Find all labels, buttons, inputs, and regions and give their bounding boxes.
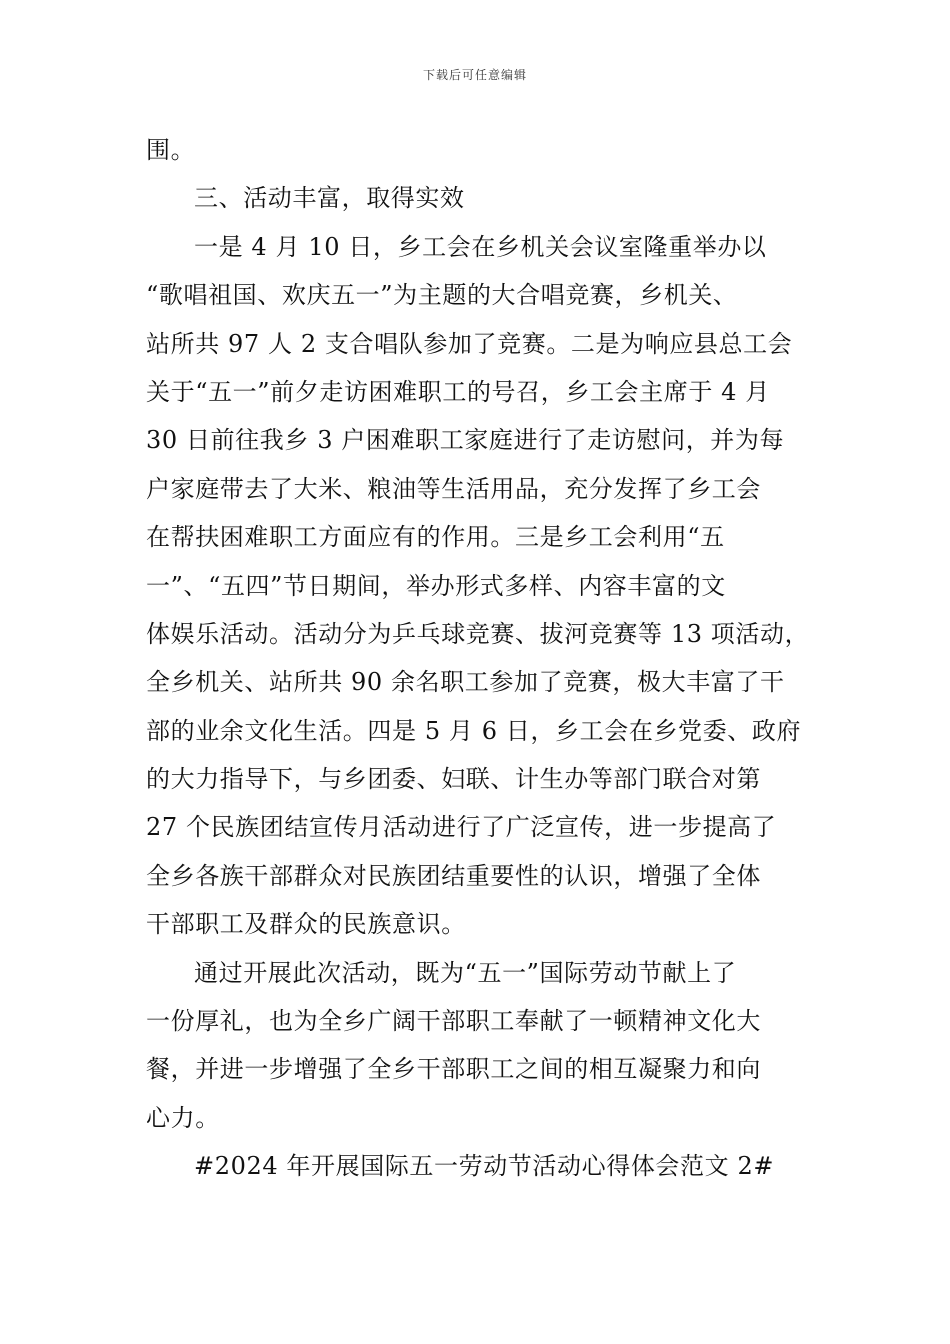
text-line: 一份厚礼，也为全乡广阔干部职工奉献了一顿精神文化大 [146,1007,761,1036]
text-line: 围。 [146,136,196,164]
section-heading: 三、活动丰富，取得实效 [194,184,465,213]
page-header-note: 下载后可任意编辑 [422,68,527,82]
text-line: 全乡各族干部群众对民族团结重要性的认识，增强了全体 [146,861,761,890]
document-body [146,126,810,1191]
text-line: 干部职工及群众的民族意识。 [146,910,466,939]
text-line: 通过开展此次活动，既为“五一”国际劳动节献上了 [194,958,737,987]
text-line: 心力。 [146,1103,220,1132]
text-line: 户家庭带去了大米、粮油等生活用品，充分发挥了乡工会 [146,474,761,503]
text-line: 餐，并进一步增强了全乡干部职工之间的相互凝聚力和向 [146,1055,761,1084]
text-line: 体娱乐活动。活动分为乒乓球竞赛、拔河竞赛等 13 项活动， [146,619,810,648]
text-line: 27 个民族团结宣传月活动进行了广泛宣传，进一步提高了 [146,813,777,842]
next-section-title: #2024 年开展国际五一劳动节活动心得体会范文 2# [194,1152,775,1181]
text-line: 全乡机关、站所共 90 余名职工参加了竞赛，极大丰富了干 [146,668,785,697]
text-line: 关于“五一”前夕走访困难职工的号召，乡工会主席于 4 月 [146,377,770,406]
text-line: “歌唱祖国、欢庆五一”为主题的大合唱竞赛，乡机关、 [146,281,738,310]
text-line: 30 日前往我乡 3 户困难职工家庭进行了走访慰问，并为每 [146,426,785,455]
text-line: 在帮扶困难职工方面应有的作用。三是乡工会利用“五 [146,523,725,552]
text-line: 的大力指导下，与乡团委、妇联、计生办等部门联合对第 [146,765,761,794]
text-line: 一”、“五四”节日期间，举办形式多样、内容丰富的文 [146,571,726,600]
text-line: 部的业余文化生活。四是 5 月 6 日，乡工会在乡党委、政府 [146,716,802,745]
text-line: 一是 4 月 10 日，乡工会在乡机关会议室隆重举办以 [194,232,767,261]
text-line: 站所共 97 人 2 支合唱队参加了竞赛。二是为响应县总工会 [146,329,793,358]
